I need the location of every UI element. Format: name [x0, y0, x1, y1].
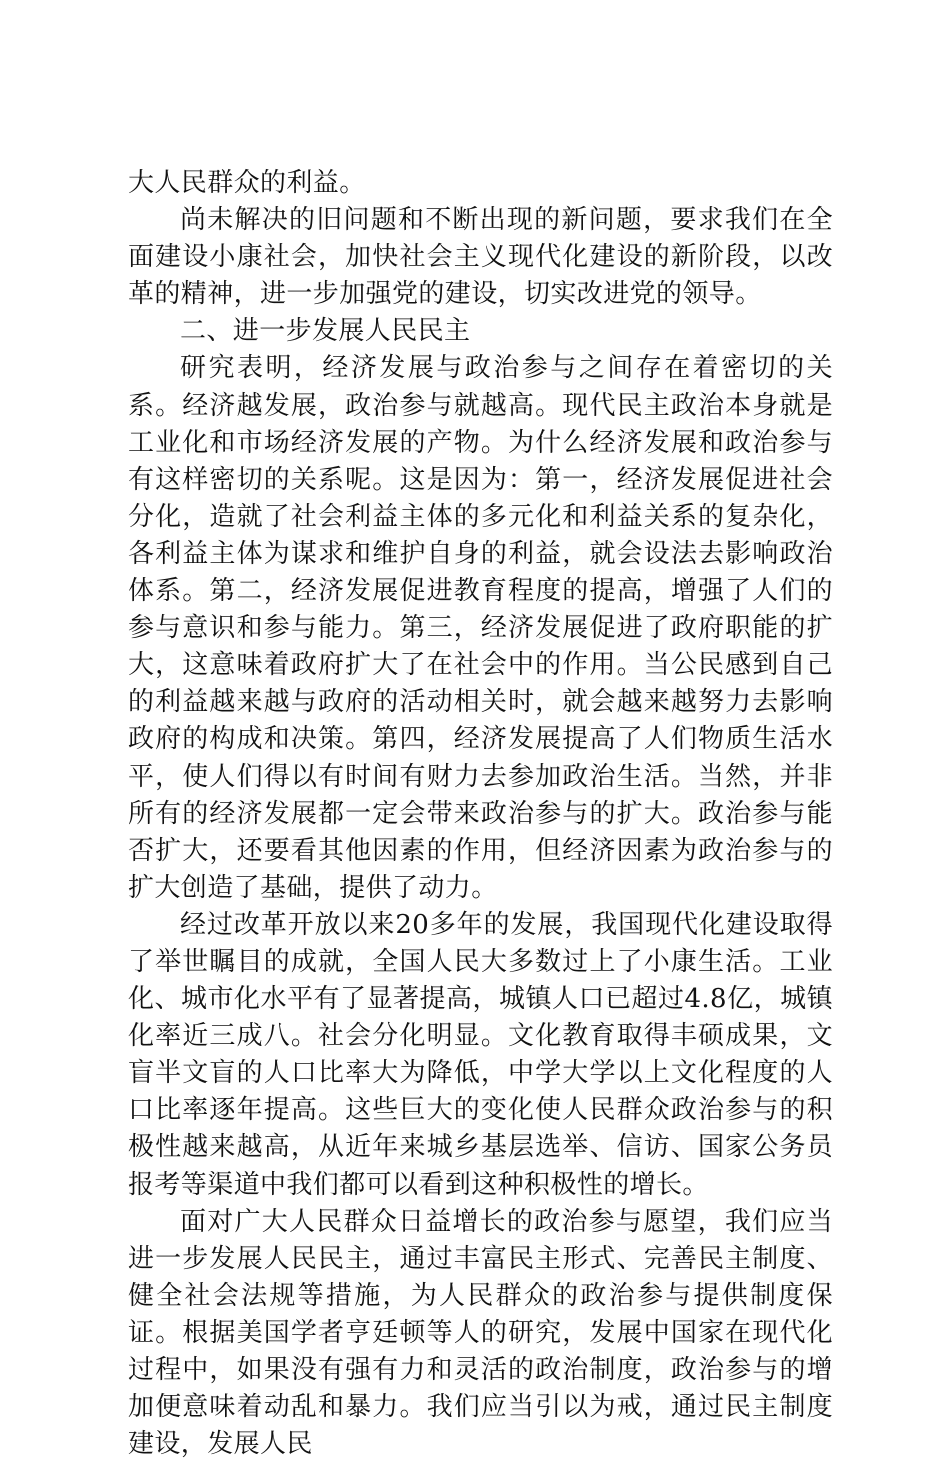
paragraph: 研究表明，经济发展与政治参与之间存在着密切的关系。经济越发展，政治参与就越高。现代民主政治本身就是工业化和市场经济发展的产物。为什么经济发展和政治参与有这样密切的关系呢。这是因为：第一，经济发展促进社会分化，造就了社会利益主体的多元化和利益关系的复杂化，各利益主体为谋求和维护自身的利益，就会设法去影响政治体系。第二，经济发展促进教育程度的提高，增强了人们的参与意识和参与能力。第三，经济发展促进了政府职能的扩大，这意味着政府扩大了在社会中的作用。当公民感到自己的利益越来越与政府的活动相关时，就会越来越努力去影响政府的构成和决策。第四，经济发展提高了人们物质生活水平，使人们得以有时间有财力去参加政治生活。当然，并非所有的经济发展都一定会带来政治参与的扩大。政治参与能否扩大，还要看其他因素的作用，但经济因素为政治参与的扩大创造了基础，提供了动力。: [128, 353, 833, 903]
paragraph-continuation: 大人民群众的利益。: [128, 168, 366, 198]
paragraph: 面对广大人民群众日益增长的政治参与愿望，我们应当进一步发展人民民主，通过丰富民主形式、完善民主制度、健全社会法规等措施，为人民群众的政治参与提供制度保证。根据美国学者亨廷顿等人的研究，发展中国家在现代化过程中，如果没有强有力和灵活的政治制度，政治参与的增加便意味着动乱和暴力。我们应当引以为戒，通过民主制度建设，发展人民: [128, 1206, 833, 1460]
paragraph: 尚未解决的旧问题和不断出现的新问题，要求我们在全面建设小康社会，加快社会主义现代化建设的新阶段，以改革的精神，进一步加强党的建设，切实改进党的领导。: [128, 205, 833, 310]
paragraph: 经过改革开放以来20多年的发展，我国现代化建设取得了举世瞩目的成就，全国人民大多数过上了小康生活。工业化、城市化水平有了显著提高，城镇人口已超过4.8亿，城镇化率近三成八。社会分化明显。文化教育取得丰硕成果，文盲半文盲的人口比率大为降低，中学大学以上文化程度的人口比率逐年提高。这些巨大的变化使人民群众政治参与的积极性越来越高，从近年来城乡基层选举、信访、国家公务员报考等渠道中我们都可以看到这种积极性的增长。: [128, 909, 833, 1200]
document-body: [128, 165, 833, 1463]
section-heading: 二、进一步发展人民民主: [180, 316, 471, 347]
